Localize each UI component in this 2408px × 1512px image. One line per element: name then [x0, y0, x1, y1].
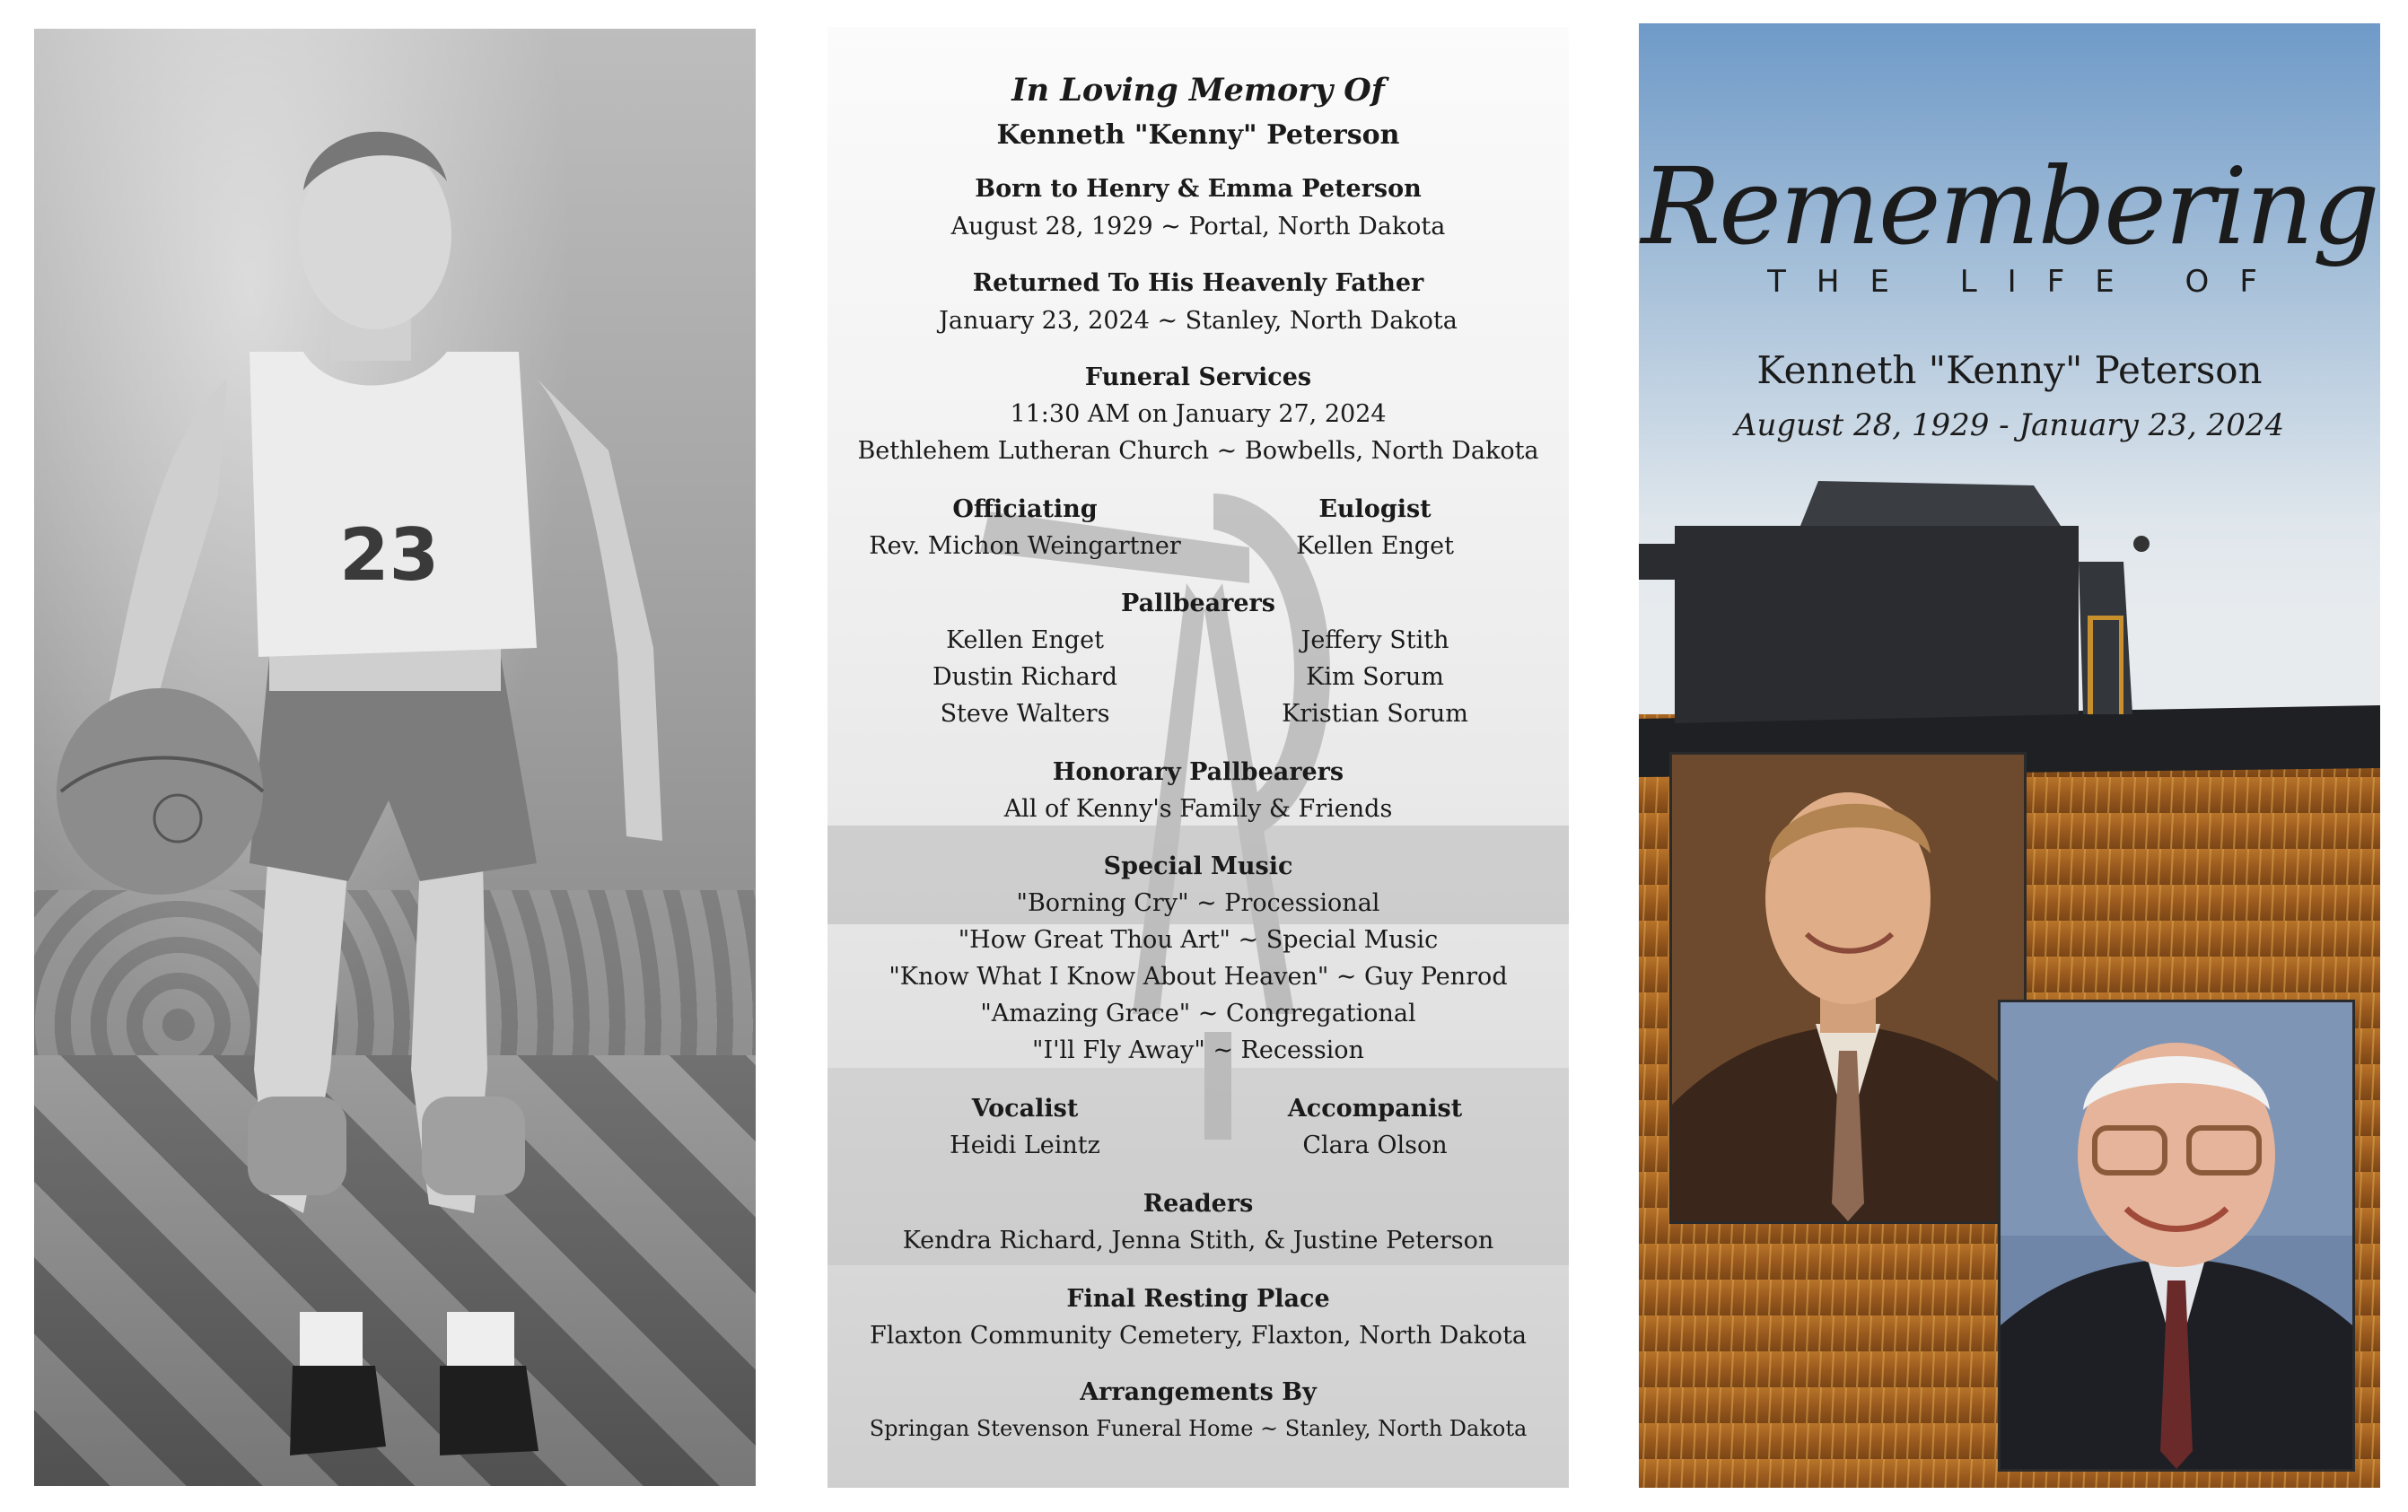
resting-label: Final Resting Place: [1066, 1285, 1330, 1313]
the-life-of-subtitle: THE LIFE OF: [1767, 264, 2288, 300]
resting-text: Flaxton Community Cemetery, Flaxton, North Dakota: [869, 1322, 1528, 1350]
pallbearer-right-3: Kristian Sorum: [1282, 700, 1468, 728]
pallbearer-left-2: Dustin Richard: [932, 663, 1118, 691]
vocalist-name: Heidi Leintz: [950, 1132, 1100, 1159]
funeral-time: 11:30 AM on January 27, 2024: [1010, 400, 1387, 428]
music-label: Special Music: [1103, 852, 1293, 880]
eulogist-label: Eulogist: [1318, 495, 1432, 523]
pallbearer-left-1: Kellen Enget: [946, 626, 1104, 654]
pallbearer-left-3: Steve Walters: [940, 700, 1110, 728]
deceased-name: Kenneth "Kenny" Peterson: [996, 119, 1400, 151]
funeral-label: Funeral Services: [1084, 363, 1312, 391]
vocalist-label: Vocalist: [971, 1095, 1079, 1123]
pallbearers-label: Pallbearers: [1121, 590, 1275, 617]
elderly-portrait-photo: [1998, 1000, 2355, 1472]
young-portrait-photo: [1669, 752, 2027, 1224]
cover-dates: August 28, 1929 - January 23, 2024: [1734, 407, 2285, 443]
funeral-place: Bethlehem Lutheran Church ~ Bowbells, North Dakota: [857, 437, 1539, 465]
accompanist-label: Accompanist: [1287, 1095, 1463, 1123]
arrangements-label: Arrangements By: [1080, 1378, 1317, 1406]
memory-heading: In Loving Memory Of: [1011, 72, 1385, 109]
readers-text: Kendra Richard, Jenna Stith, & Justine Peterson: [902, 1227, 1494, 1254]
honorary-text: All of Kenny's Family & Friends: [1003, 795, 1393, 823]
basketball-photo-panel: [34, 29, 756, 1486]
born-label: Born to Henry & Emma Peterson: [975, 175, 1422, 203]
remembering-title: Remembering: [1641, 144, 2378, 268]
music-item-1: "Borning Cry" ~ Processional: [1016, 889, 1380, 917]
music-item-3: "Know What I Know About Heaven" ~ Guy Penrod: [889, 963, 1508, 991]
returned-text: January 23, 2024 ~ Stanley, North Dakota: [939, 307, 1458, 335]
pumpjack-background-image: [827, 27, 1569, 1488]
honorary-label: Honorary Pallbearers: [1052, 758, 1344, 786]
returned-label: Returned To His Heavenly Father: [972, 269, 1424, 297]
eulogist-name: Kellen Enget: [1296, 532, 1454, 560]
music-item-4: "Amazing Grace" ~ Congregational: [980, 1000, 1416, 1027]
arrangements-text: Springan Stevenson Funeral Home ~ Stanley, North Dakota: [869, 1416, 1528, 1441]
service-program-panel: [827, 27, 1569, 1488]
jersey-number: 23: [339, 513, 440, 597]
pallbearer-right-1: Jeffery Stith: [1300, 626, 1449, 654]
pallbearer-right-2: Kim Sorum: [1306, 663, 1444, 691]
music-item-5: "I'll Fly Away" ~ Recession: [1032, 1036, 1364, 1064]
music-item-2: "How Great Thou Art" ~ Special Music: [958, 926, 1439, 954]
front-cover-panel: [1639, 23, 2380, 1488]
officiating-name: Rev. Michon Weingartner: [869, 532, 1181, 560]
readers-label: Readers: [1143, 1190, 1254, 1218]
accompanist-name: Clara Olson: [1302, 1132, 1448, 1159]
cover-name: Kenneth "Kenny" Peterson: [1756, 348, 2263, 392]
officiating-label: Officiating: [952, 495, 1098, 523]
born-text: August 28, 1929 ~ Portal, North Dakota: [950, 213, 1446, 240]
